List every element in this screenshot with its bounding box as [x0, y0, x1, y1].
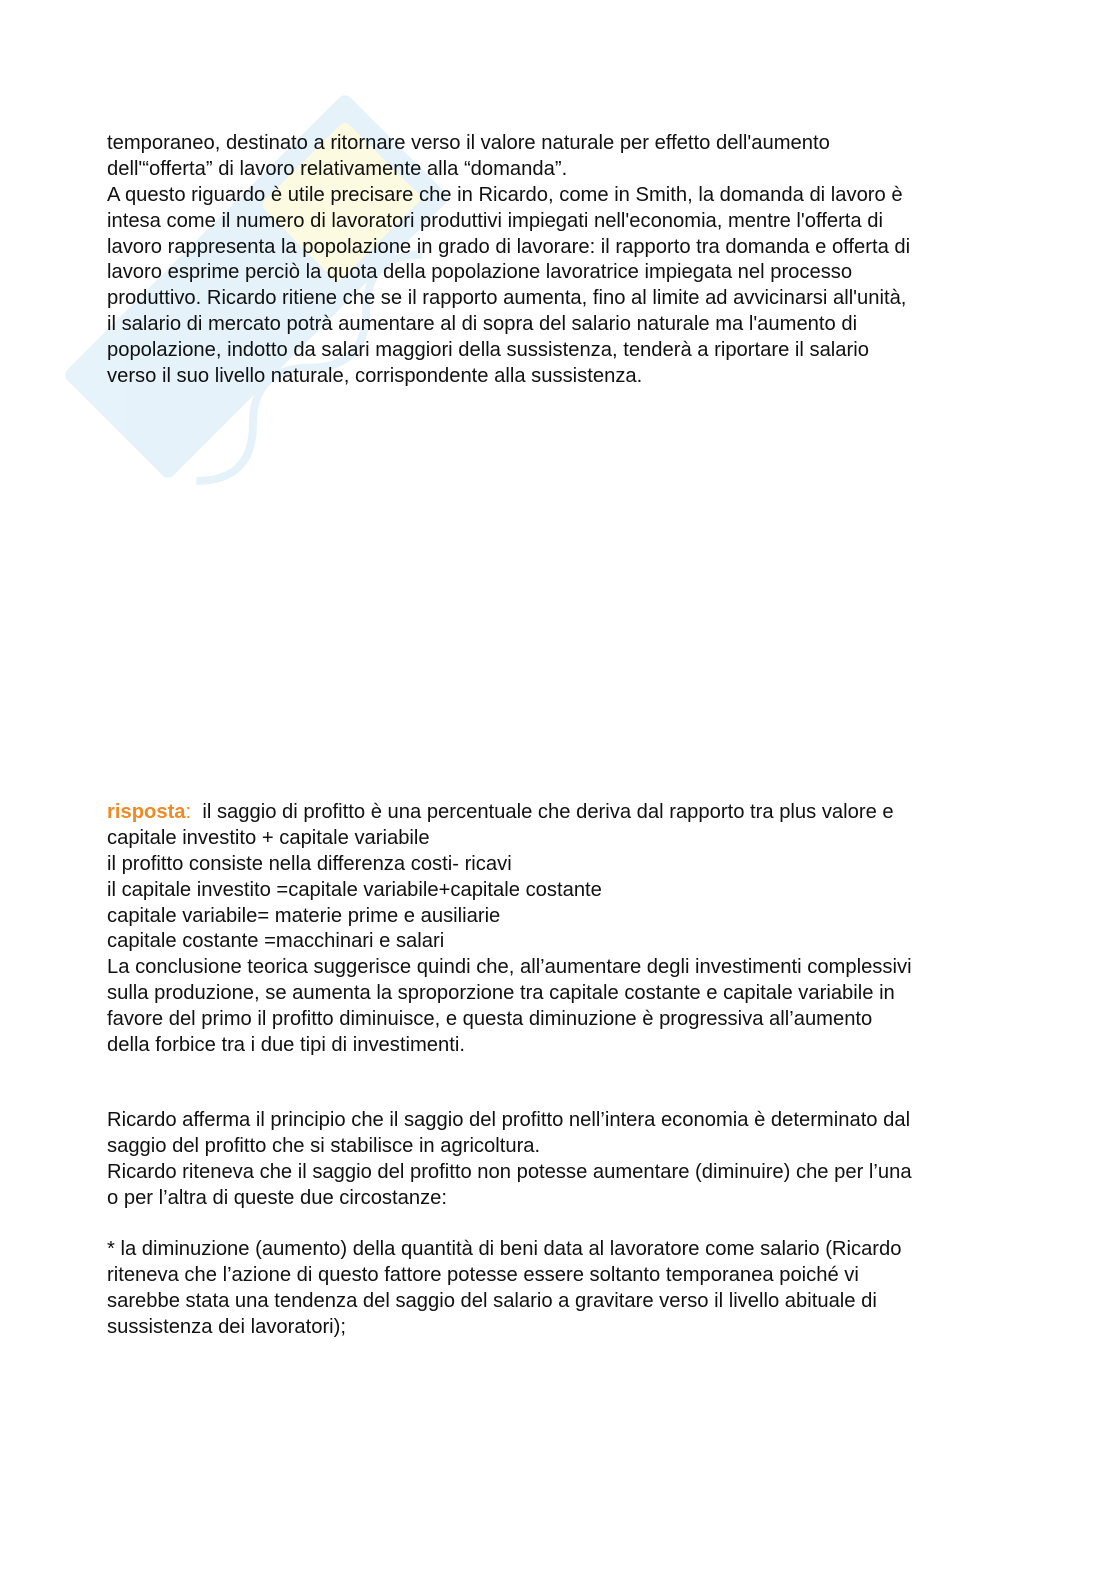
- text-line: Ricardo riteneva che il saggio del profitto non potesse aumentare (diminuire) che per l’una: [107, 1160, 912, 1183]
- paragraph-salario: [107, 131, 1007, 390]
- text-line: favore del primo il profitto diminuisce, e questa diminuzione è progressiva all’aumento: [107, 1008, 873, 1031]
- answer-label-separator: :: [185, 801, 192, 823]
- paragraph-profitto: [107, 1108, 1007, 1212]
- text-line: dell'“offerta” di lavoro relativamente alla “domanda”.: [107, 157, 568, 180]
- text-line: sarebbe stata una tendenza del saggio del salario a gravitare verso il livello abituale di: [107, 1289, 877, 1312]
- bullet-paragraph: [107, 1237, 1007, 1341]
- answer-block: [107, 800, 1007, 1059]
- text-line: il profitto consiste nella differenza costi- ricavi: [107, 852, 512, 875]
- text-line: lavoro rappresenta la popolazione in grado di lavorare: il rapporto tra domanda e offerta di: [107, 235, 911, 258]
- text-line: temporaneo, destinato a ritornare verso il valore naturale per effetto dell'aumento: [107, 132, 830, 154]
- text-line: A questo riguardo è utile precisare che in Ricardo, come in Smith, la domanda di lavoro è: [107, 183, 903, 206]
- text-line: il capitale investito =capitale variabile+capitale costante: [107, 878, 602, 901]
- text-line: * la diminuzione (aumento) della quantità di beni data al lavoratore come salario (Ricardo: [107, 1238, 902, 1260]
- text-line: o per l’altra di queste due circostanze:: [107, 1186, 448, 1209]
- text-line: riteneva che l’azione di questo fattore potesse essere soltanto temporanea poiché vi: [107, 1263, 859, 1286]
- text-line: popolazione, indotto da salari maggiori della sussistenza, tenderà a riportare il salario: [107, 339, 869, 362]
- text-line: verso il suo livello naturale, corrispondente alla sussistenza.: [107, 365, 643, 388]
- answer-first-line: [107, 800, 1007, 826]
- answer-first-line-text: il saggio di profitto è una percentuale che deriva dal rapporto tra plus valore e: [191, 801, 894, 823]
- text-line: il salario di mercato potrà aumentare al di sopra del salario naturale ma l'aumento di: [107, 313, 858, 336]
- text-line: sulla produzione, se aumenta la sproporzione tra capitale costante e capitale variabile in: [107, 982, 895, 1005]
- text-line: capitale investito + capitale variabile: [107, 826, 430, 849]
- text-line: della forbice tra i due tipi di investimenti.: [107, 1034, 465, 1057]
- text-line: lavoro esprime perciò la quota della popolazione lavoratrice impiegata nel processo: [107, 261, 853, 284]
- text-line: capitale variabile= materie prime e ausiliarie: [107, 904, 501, 927]
- text-line: sussistenza dei lavoratori);: [107, 1315, 346, 1338]
- text-line: La conclusione teorica suggerisce quindi che, all’aumentare degli investimenti complessivi: [107, 956, 912, 979]
- answer-label: risposta: [107, 801, 186, 823]
- text-line: Ricardo afferma il principio che il saggio del profitto nell’intera economia è determinato dal: [107, 1109, 911, 1131]
- text-line: capitale costante =macchinari e salari: [107, 930, 445, 953]
- text-line: saggio del profitto che si stabilisce in agricoltura.: [107, 1134, 541, 1157]
- text-line: produttivo. Ricardo ritiene che se il rapporto aumenta, fino al limite ad avvicinarsi all'unità,: [107, 287, 907, 310]
- text-line: intesa come il numero di lavoratori produttivi impiegati nell'economia, mentre l'offerta di: [107, 209, 883, 232]
